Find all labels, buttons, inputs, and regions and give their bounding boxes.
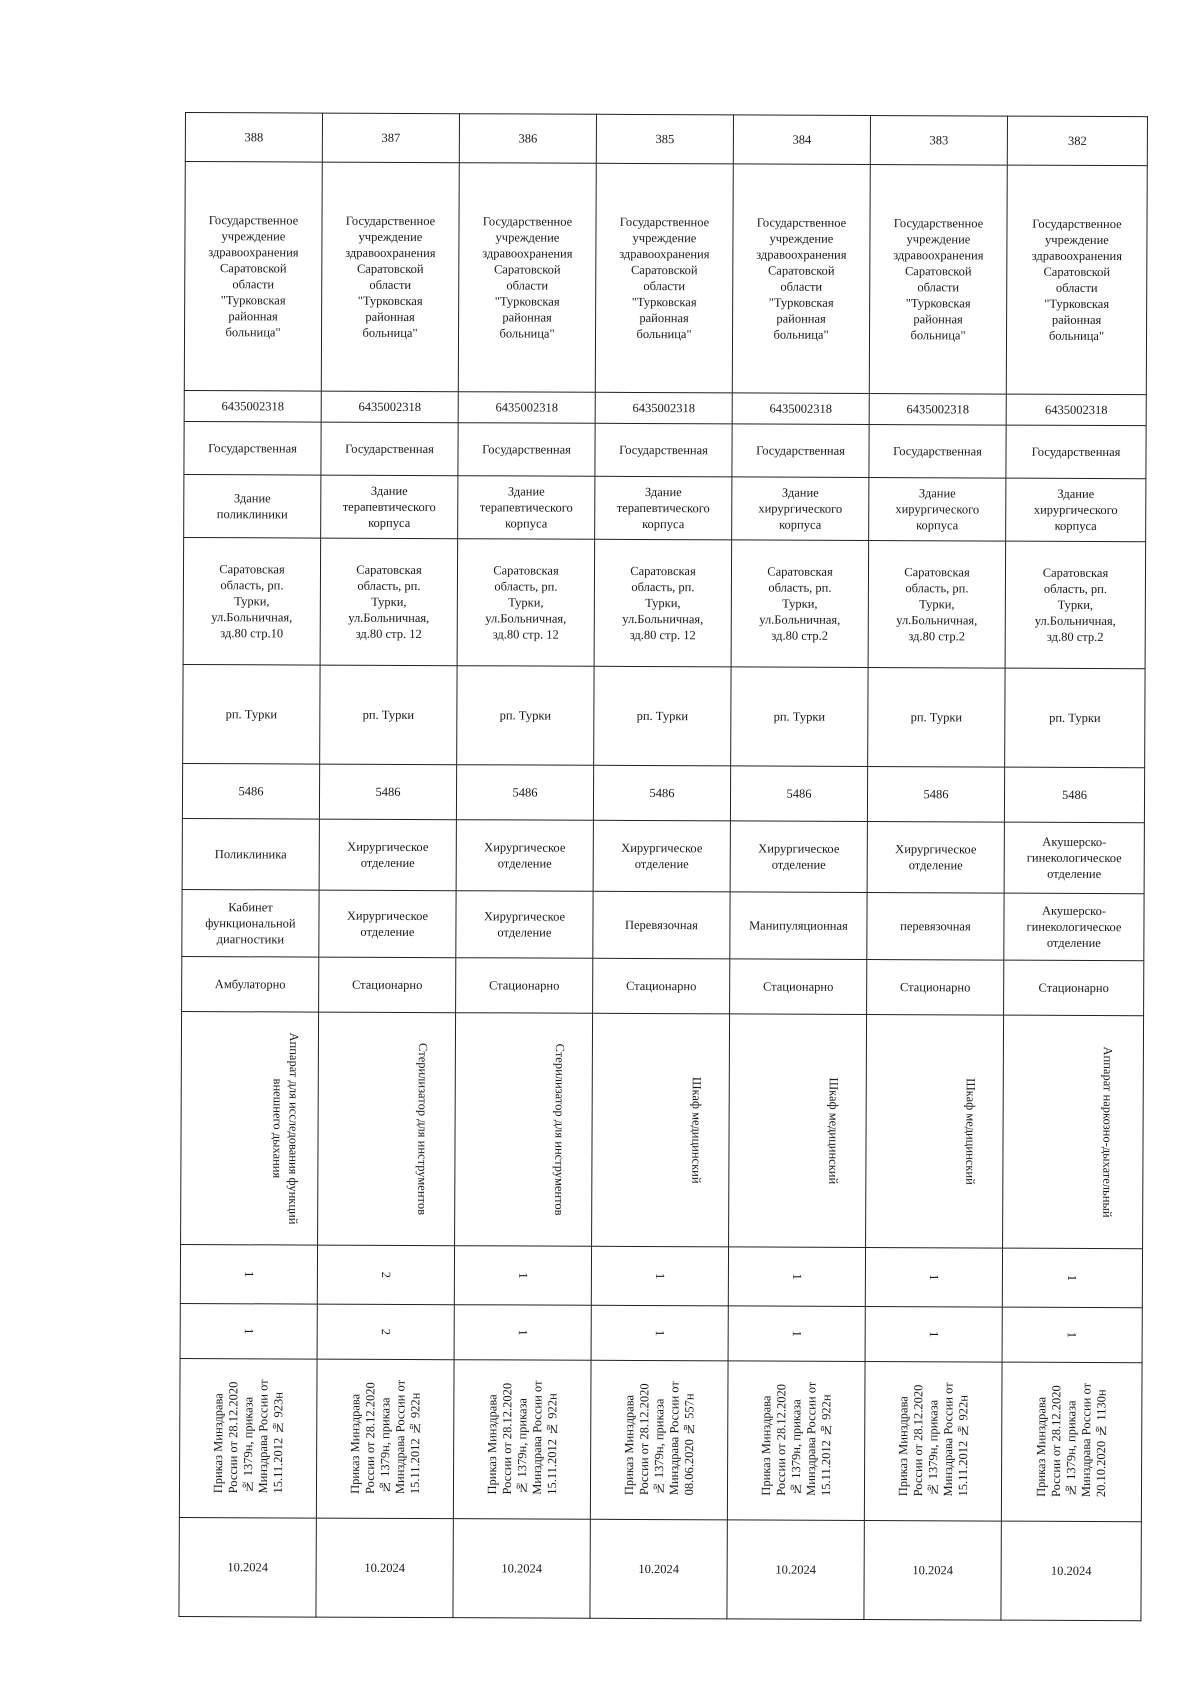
row-department	[182, 818, 1144, 893]
cell-address	[594, 539, 732, 667]
cell-institution	[869, 164, 1007, 394]
locality-text: рп. Турки	[362, 707, 415, 723]
cell-qty-available	[317, 1304, 454, 1360]
cell-locality	[457, 666, 594, 766]
cell-mode	[730, 959, 867, 1015]
cell-address	[1005, 541, 1146, 669]
locality-text: рп. Турки	[773, 709, 826, 724]
cell-date	[727, 1520, 864, 1620]
qty-available-text: 1	[926, 1331, 941, 1338]
cell-inn	[184, 390, 321, 422]
cell-code	[456, 765, 593, 821]
row-qty-required	[180, 1244, 1142, 1307]
cell-qty-required	[180, 1244, 317, 1304]
qty-available-text: 1	[652, 1329, 667, 1337]
inn-text: 6435002318	[495, 400, 558, 415]
row-date	[179, 1517, 1141, 1620]
equipment-text: Шкаф медицинский	[689, 1076, 704, 1184]
institution-text: Государственное учреждение здравоохранения Саратовской области "Турковская районная больница"	[756, 215, 847, 342]
order-text: Приказ Минздрава России от 28.12.2020 № 1379н, приказа Минздрава России от 15.11.2012 № 922н	[895, 1382, 970, 1497]
cell-mode	[182, 956, 319, 1012]
inn-text: 6435002318	[906, 402, 969, 417]
building-text: Здание хирургического корпуса	[1033, 486, 1118, 533]
qty-available-text: 1	[1065, 1331, 1080, 1339]
cell-room	[182, 889, 319, 957]
qty-available-text: 1	[515, 1329, 530, 1336]
ownership-text: Государственная	[482, 442, 571, 457]
code-text: 5486	[1061, 787, 1088, 802]
row-address	[183, 537, 1146, 668]
cell-room	[319, 890, 456, 958]
cell-institution	[1006, 165, 1147, 395]
cell-building	[458, 476, 595, 540]
cell-building	[732, 477, 869, 541]
cell-building	[321, 475, 458, 539]
building-text: Здание терапевтического корпуса	[342, 483, 436, 530]
cell-qty-required	[865, 1247, 1002, 1307]
locality-text: рп. Турки	[225, 707, 278, 722]
locality-text: рп. Турки	[1049, 710, 1101, 726]
mode-text: Стационарно	[351, 977, 423, 993]
row-order	[179, 1358, 1142, 1521]
room-text: Перевязочная	[624, 917, 698, 933]
ownership-text: Государственная	[893, 444, 982, 459]
row-building	[184, 474, 1146, 541]
cell-mode	[319, 957, 456, 1013]
department-text: Поликлиника	[214, 847, 287, 862]
cell-institution	[595, 163, 733, 393]
locality-text: рп. Турки	[910, 710, 963, 725]
building-text: Здание поликлиники	[216, 491, 288, 522]
cell-qty-required	[591, 1246, 728, 1306]
cell-order	[316, 1359, 454, 1519]
row-institution	[184, 162, 1147, 395]
room-text: Манипуляционная	[749, 918, 848, 933]
cell-ownership	[1006, 425, 1146, 479]
cell-order	[179, 1358, 317, 1518]
cell-qty-available	[454, 1305, 591, 1361]
cell-qty-required	[454, 1246, 591, 1306]
row-inn	[184, 390, 1146, 425]
code-text: 5486	[923, 787, 949, 802]
mode-text: Стационарно	[625, 978, 697, 994]
cell-qty-available	[728, 1306, 865, 1362]
date-text: 10.2024	[775, 1562, 816, 1577]
mode-text: Амбулаторно	[214, 977, 286, 992]
cell-inn	[458, 392, 595, 424]
cell-order	[864, 1361, 1002, 1521]
cell-equipment	[455, 1013, 593, 1247]
department-text: Акушерско- гинекологическое отделение	[1026, 834, 1122, 882]
inn-text: 6435002318	[769, 401, 832, 416]
cell-equipment	[181, 1011, 319, 1245]
cell-qty-available	[591, 1305, 728, 1361]
cell-order	[727, 1361, 865, 1521]
cell-number	[596, 114, 733, 164]
cell-department	[730, 821, 867, 893]
cell-number	[322, 113, 459, 163]
building-text: Здание хирургического корпуса	[895, 486, 980, 533]
cell-ownership	[732, 424, 869, 478]
cell-department	[593, 820, 730, 892]
locality-text: рп. Турки	[636, 708, 689, 724]
cell-inn	[869, 393, 1006, 425]
cell-locality	[320, 665, 457, 765]
cell-department	[1004, 822, 1144, 894]
order-text: Приказ Минздрава России от 28.12.2020 № 1379н, приказа Минздрава России от 15.11.2012 № 923н	[210, 1379, 285, 1494]
cell-equipment	[1003, 1015, 1144, 1249]
row-equipment	[181, 1011, 1144, 1248]
department-text: Хирургическое отделение	[347, 839, 429, 871]
cell-number	[733, 115, 870, 165]
qty-required-text: 1	[1065, 1274, 1080, 1282]
row-ownership	[184, 421, 1146, 478]
row-room	[182, 889, 1144, 960]
cell-mode	[867, 959, 1004, 1015]
equipment-text: Шкаф медицинский	[826, 1077, 841, 1185]
cell-code	[1004, 767, 1144, 823]
inn-text: 6435002318	[221, 399, 284, 414]
cell-institution	[732, 164, 870, 394]
cell-date	[453, 1519, 590, 1619]
address-text: Саратовская область, рп. Турки, ул.Больничная, зд.80 стр. 12	[348, 562, 430, 642]
cell-department	[319, 819, 456, 891]
cell-code	[593, 765, 730, 821]
department-text: Хирургическое отделение	[758, 841, 840, 872]
mode-text: Стационарно	[762, 979, 834, 994]
mode-text: Стационарно	[488, 978, 560, 993]
number-text: 385	[655, 132, 675, 147]
cell-code	[182, 763, 319, 819]
cell-inn	[595, 392, 732, 424]
institution-text: Государственное учреждение здравоохранения Саратовской области "Турковская районная больница"	[208, 213, 299, 340]
ownership-text: Государственная	[756, 443, 845, 458]
row-locality	[183, 664, 1145, 767]
address-text: Саратовская область, рп. Турки, ул.Больничная, зд.80 стр.2	[896, 565, 978, 644]
cell-qty-required	[317, 1245, 454, 1305]
qty-available-text: 1	[241, 1328, 256, 1335]
institution-text: Государственное учреждение здравоохранения Саратовской области "Турковская районная больница"	[893, 216, 984, 343]
address-text: Саратовская область, рп. Турки, ул.Больничная, зд.80 стр.2	[759, 564, 841, 643]
cell-ownership	[458, 423, 595, 477]
inn-text: 6435002318	[1044, 402, 1108, 418]
qty-required-text: 1	[652, 1272, 667, 1280]
number-text: 387	[381, 130, 401, 145]
cell-room	[1004, 893, 1144, 961]
building-text: Здание терапевтического корпуса	[479, 484, 573, 531]
code-text: 5486	[649, 786, 675, 801]
date-text: 10.2024	[227, 1560, 268, 1575]
order-text: Приказ Минздрава России от 28.12.2020 № 1379н, приказа Минздрава России от 08.06.2020 № 557н	[621, 1381, 696, 1496]
cell-locality	[183, 664, 320, 764]
cell-ownership	[869, 424, 1006, 478]
cell-locality	[594, 666, 731, 766]
institution-text: Государственное учреждение здравоохранения Саратовской области "Турковская районная больница"	[1031, 216, 1123, 344]
cell-code	[730, 766, 867, 822]
cell-code	[319, 764, 456, 820]
cell-equipment	[592, 1013, 730, 1247]
ownership-text: Государственная	[208, 441, 297, 456]
cell-inn	[321, 391, 458, 423]
cell-code	[867, 766, 1004, 822]
address-text: Саратовская область, рп. Турки, ул.Больничная, зд.80 стр.10	[211, 562, 293, 641]
number-text: 388	[244, 130, 264, 145]
cell-address	[320, 538, 458, 666]
cell-address	[731, 540, 869, 668]
code-text: 5486	[238, 784, 264, 799]
ownership-text: Государственная	[345, 441, 434, 457]
cell-order	[453, 1360, 591, 1520]
qty-required-text: 1	[926, 1274, 941, 1281]
department-text: Хирургическое отделение	[484, 840, 566, 871]
code-text: 5486	[375, 784, 401, 799]
building-text: Здание хирургического корпуса	[758, 485, 843, 532]
address-text: Саратовская область, рп. Турки, ул.Больничная, зд.80 стр. 12	[622, 563, 704, 643]
cell-address	[868, 540, 1006, 668]
equipment-text: Шкаф медицинский	[963, 1078, 978, 1185]
order-text: Приказ Минздрава России от 28.12.2020 № 1379н, приказа Минздрава России от 15.11.2012 № 922н	[484, 1380, 559, 1495]
date-text: 10.2024	[364, 1560, 405, 1575]
institution-text: Государственное учреждение здравоохранения Саратовской области "Турковская районная больница"	[345, 213, 436, 341]
cell-ownership	[184, 421, 321, 475]
cell-mode	[1004, 960, 1144, 1016]
cell-mode	[593, 958, 730, 1014]
cell-qty-available	[865, 1306, 1002, 1362]
cell-building	[869, 477, 1006, 541]
cell-building	[595, 476, 732, 540]
mode-text: Стационарно	[1038, 980, 1109, 996]
cell-date	[316, 1518, 453, 1618]
cell-room	[456, 891, 593, 959]
cell-room	[593, 891, 730, 959]
institution-text: Государственное учреждение здравоохранения Саратовской области "Турковская районная больница"	[482, 214, 573, 341]
room-text: Хирургическое отделение	[483, 909, 566, 940]
address-text: Саратовская область, рп. Турки, ул.Больничная, зд.80 стр. 12	[485, 563, 567, 642]
locality-text: рп. Турки	[499, 708, 552, 723]
ownership-text: Государственная	[619, 442, 708, 458]
row-mode	[182, 956, 1144, 1015]
cell-order	[1001, 1362, 1142, 1522]
cell-inn	[732, 393, 869, 425]
cell-locality	[868, 667, 1005, 767]
order-text: Приказ Минздрава России от 28.12.2020 № 1379н, приказа Минздрава России от 20.10.2020 № 1130н	[1033, 1382, 1109, 1498]
cell-equipment	[318, 1012, 456, 1246]
cell-room	[867, 892, 1004, 960]
date-text: 10.2024	[501, 1561, 542, 1576]
cell-date	[864, 1520, 1001, 1620]
date-text: 10.2024	[638, 1561, 679, 1577]
inn-text: 6435002318	[358, 399, 421, 415]
qty-available-text: 1	[789, 1330, 804, 1337]
mode-text: Стационарно	[899, 980, 971, 995]
building-text: Здание терапевтического корпуса	[616, 485, 710, 532]
equipment-text: Стерилизатор для инструментов	[415, 1043, 430, 1216]
cell-date	[179, 1517, 316, 1617]
cell-qty-required	[728, 1247, 865, 1307]
cell-department	[182, 818, 319, 890]
cell-ownership	[595, 423, 732, 477]
qty-required-text: 2	[378, 1271, 393, 1279]
equipment-text: Аппарат наркозно-дыхательный	[1100, 1046, 1115, 1218]
cell-number	[1007, 116, 1147, 166]
cell-address	[183, 537, 321, 665]
ownership-text: Государственная	[1031, 444, 1121, 460]
number-text: 384	[792, 132, 812, 147]
number-text: 382	[1067, 133, 1087, 148]
qty-required-text: 1	[241, 1271, 256, 1278]
cell-order	[590, 1360, 728, 1520]
cell-number	[459, 114, 596, 164]
cell-institution	[184, 162, 322, 392]
order-text: Приказ Минздрава России от 28.12.2020 № 1379н, приказа Минздрава России от 15.11.2012 № 922н	[347, 1379, 422, 1495]
cell-qty-required	[1002, 1248, 1142, 1308]
qty-required-text: 1	[789, 1273, 804, 1280]
equipment-text: Стерилизатор для инструментов	[552, 1043, 567, 1216]
row-qty-available	[180, 1303, 1142, 1362]
cell-department	[867, 821, 1004, 893]
row-number	[185, 113, 1147, 166]
row-code	[182, 763, 1144, 822]
cell-equipment	[729, 1014, 867, 1248]
equipment-table	[178, 112, 1148, 1621]
cell-locality	[1005, 668, 1145, 768]
cell-number	[870, 115, 1007, 165]
institution-text: Государственное учреждение здравоохранения Саратовской области "Турковская районная больница"	[619, 214, 710, 342]
cell-building	[1006, 478, 1146, 542]
department-text: Хирургическое отделение	[621, 840, 703, 872]
cell-qty-available	[180, 1303, 317, 1359]
date-text: 10.2024	[912, 1563, 953, 1578]
room-text: Хирургическое отделение	[346, 908, 429, 940]
department-text: Хирургическое отделение	[895, 842, 977, 873]
date-text: 10.2024	[1050, 1563, 1092, 1578]
cell-room	[730, 892, 867, 960]
room-text: Кабинет функциональной диагностики	[205, 900, 296, 947]
cell-institution	[321, 162, 459, 392]
cell-address	[457, 539, 595, 667]
equipment-text: Аппарат для исследования функций внешнего дыхания	[270, 1032, 301, 1225]
cell-locality	[731, 667, 868, 767]
inn-text: 6435002318	[632, 400, 695, 416]
cell-department	[456, 820, 593, 892]
document-sheet	[178, 112, 1147, 1611]
code-text: 5486	[786, 786, 812, 801]
cell-equipment	[866, 1014, 1004, 1248]
qty-required-text: 1	[515, 1272, 530, 1279]
cell-qty-available	[1002, 1307, 1142, 1363]
cell-date	[1001, 1521, 1141, 1621]
room-text: Акушерско- гинекологическое отделение	[1026, 903, 1122, 951]
number-text: 383	[929, 133, 949, 148]
cell-number	[185, 113, 322, 163]
qty-available-text: 2	[378, 1328, 393, 1336]
cell-inn	[1006, 394, 1146, 426]
room-text: перевязочная	[900, 919, 971, 934]
cell-institution	[458, 163, 596, 393]
number-text: 386	[518, 131, 538, 146]
cell-ownership	[321, 422, 458, 476]
address-text: Саратовская область, рп. Турки, ул.Больничная, зд.80 стр.2	[1034, 565, 1116, 645]
cell-mode	[456, 958, 593, 1014]
code-text: 5486	[512, 785, 538, 800]
cell-building	[184, 474, 321, 538]
order-text: Приказ Минздрава России от 28.12.2020 № 1379н, приказа Минздрава России от 15.11.2012 № 922н	[758, 1381, 833, 1496]
cell-date	[590, 1519, 727, 1619]
